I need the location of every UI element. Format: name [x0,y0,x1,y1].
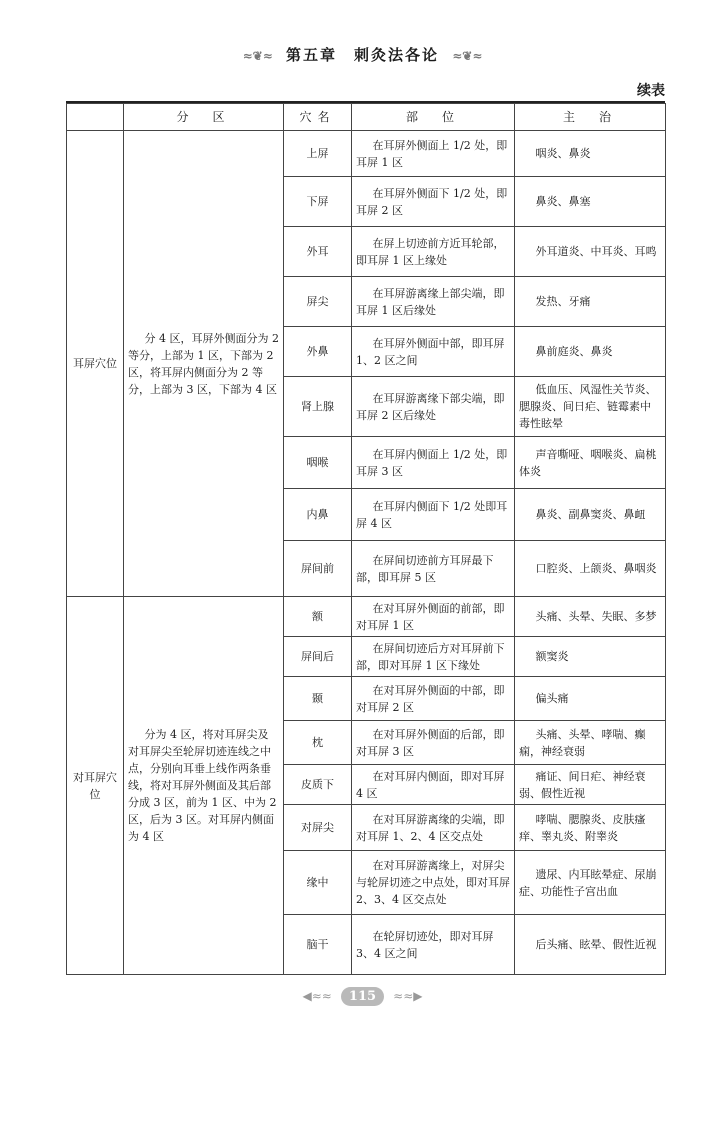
location-cell: 在对耳屏内侧面，即对耳屏 4 区 [352,765,515,805]
left-ornament-icon: ≈❦≈ [242,49,273,63]
header-cell-name: 穴名 [284,104,352,131]
indication-cell: 额窦炎 [515,637,666,677]
point-name-cell: 咽喉 [284,437,352,489]
point-name-cell: 上屏 [284,131,352,177]
running-header [0,44,725,65]
point-name-cell: 外耳 [284,227,352,277]
indication-cell: 鼻前庭炎、鼻炎 [515,327,666,377]
location-cell: 在耳屏内侧面上 1/2 处，即耳屏 3 区 [352,437,515,489]
right-ornament-icon: ≈❦≈ [452,49,483,63]
location-cell: 在耳屏外侧面中部，即耳屏 1、2 区之间 [352,327,515,377]
indication-cell: 发热、牙痛 [515,277,666,327]
indication-cell: 鼻炎、副鼻窦炎、鼻衄 [515,489,666,541]
indication-cell: 痛证、间日疟、神经衰弱、假性近视 [515,765,666,805]
point-name-cell: 外鼻 [284,327,352,377]
point-name-cell: 内鼻 [284,489,352,541]
point-name-cell: 对屏尖 [284,805,352,851]
header-cell-region [67,104,124,131]
point-name-cell: 屏间后 [284,637,352,677]
indication-cell: 头痛、头晕、哮喘、癫痫，神经衰弱 [515,721,666,765]
indication-cell: 后头痛、眩晕、假性近视 [515,915,666,975]
right-flourish-icon: ≈≈▶ [393,989,423,1003]
continued-label: 续表 [637,83,665,99]
table-header-row [67,104,666,131]
region-cell: 耳屏穴位 [67,131,124,597]
indication-cell: 哮喘、腮腺炎、皮肤瘙痒、睾丸炎、附睾炎 [515,805,666,851]
page-footer [0,985,725,1006]
table-row [67,597,666,637]
location-cell: 在对耳屏外侧面的后部，即对耳屏 3 区 [352,721,515,765]
location-cell: 在耳屏外侧面下 1/2 处，即耳屏 2 区 [352,177,515,227]
location-cell: 在对耳屏游离缘上，对屏尖与轮屏切迹之中点处，即对耳屏 2、3、4 区交点处 [352,851,515,915]
location-cell: 在耳屏游离缘下部尖端，即耳屏 2 区后缘处 [352,377,515,437]
point-name-cell: 枕 [284,721,352,765]
header-cell-location: 部 位 [352,104,515,131]
page-number: 115 [341,987,384,1006]
zone-description-cell: 分 4 区，耳屏外侧面分为 2 等分，上部为 1 区，下部为 2 区，将耳屏内侧面分为 2 等分，上部为 3 区，下部为 4 区 [124,131,284,597]
indication-cell: 口腔炎、上颌炎、鼻咽炎 [515,541,666,597]
location-cell: 在屏间切迹前方耳屏最下部，即耳屏 5 区 [352,541,515,597]
location-cell: 在屏上切迹前方近耳轮部，即耳屏 1 区上缘处 [352,227,515,277]
indication-cell: 头痛、头晕、失眠、多梦 [515,597,666,637]
location-cell: 在轮屏切迹处，即对耳屏 3、4 区之间 [352,915,515,975]
region-cell: 对耳屏穴位 [67,597,124,975]
point-name-cell: 缘中 [284,851,352,915]
point-name-cell: 屏尖 [284,277,352,327]
point-name-cell: 肾上腺 [284,377,352,437]
indication-cell: 外耳道炎、中耳炎、耳鸣 [515,227,666,277]
zone-description-cell: 分为 4 区，将对耳屏尖及对耳屏尖至轮屏切迹连线之中点，分别向耳垂上线作两条垂线，将对耳屏外侧面及其后部分成 3 区，前为 1 区、中为 2 区，后为 3 区。对耳屏内侧面为 4 区 [124,597,284,975]
point-name-cell: 额 [284,597,352,637]
point-name-cell: 皮质下 [284,765,352,805]
location-cell: 在对耳屏游离缘的尖端，即对耳屏 1、2、4 区交点处 [352,805,515,851]
chapter-title: 第五章 刺灸法各论 [285,46,439,64]
location-cell: 在对耳屏外侧面的中部，即对耳屏 2 区 [352,677,515,721]
point-name-cell: 脑干 [284,915,352,975]
indication-cell: 咽炎、鼻炎 [515,131,666,177]
point-name-cell: 屏间前 [284,541,352,597]
acupoint-table [66,103,666,975]
point-name-cell: 下屏 [284,177,352,227]
point-name-cell: 颞 [284,677,352,721]
location-cell: 在耳屏内侧面下 1/2 处即耳屏 4 区 [352,489,515,541]
left-flourish-icon: ◀≈≈ [302,989,332,1003]
header-cell-indication: 主 治 [515,104,666,131]
indication-cell: 声音嘶哑、咽喉炎、扁桃体炎 [515,437,666,489]
indication-cell: 低血压、风湿性关节炎、腮腺炎、间日疟、链霉素中毒性眩晕 [515,377,666,437]
header-cell-zone: 分 区 [124,104,284,131]
indication-cell: 鼻炎、鼻塞 [515,177,666,227]
indication-cell: 遗尿、内耳眩晕症、尿崩症、功能性子宫出血 [515,851,666,915]
location-cell: 在耳屏游离缘上部尖端，即耳屏 1 区后缘处 [352,277,515,327]
table-row [67,131,666,177]
indication-cell: 偏头痛 [515,677,666,721]
location-cell: 在对耳屏外侧面的前部，即对耳屏 1 区 [352,597,515,637]
location-cell: 在耳屏外侧面上 1/2 处，即耳屏 1 区 [352,131,515,177]
location-cell: 在屏间切迹后方对耳屏前下部，即对耳屏 1 区下缘处 [352,637,515,677]
